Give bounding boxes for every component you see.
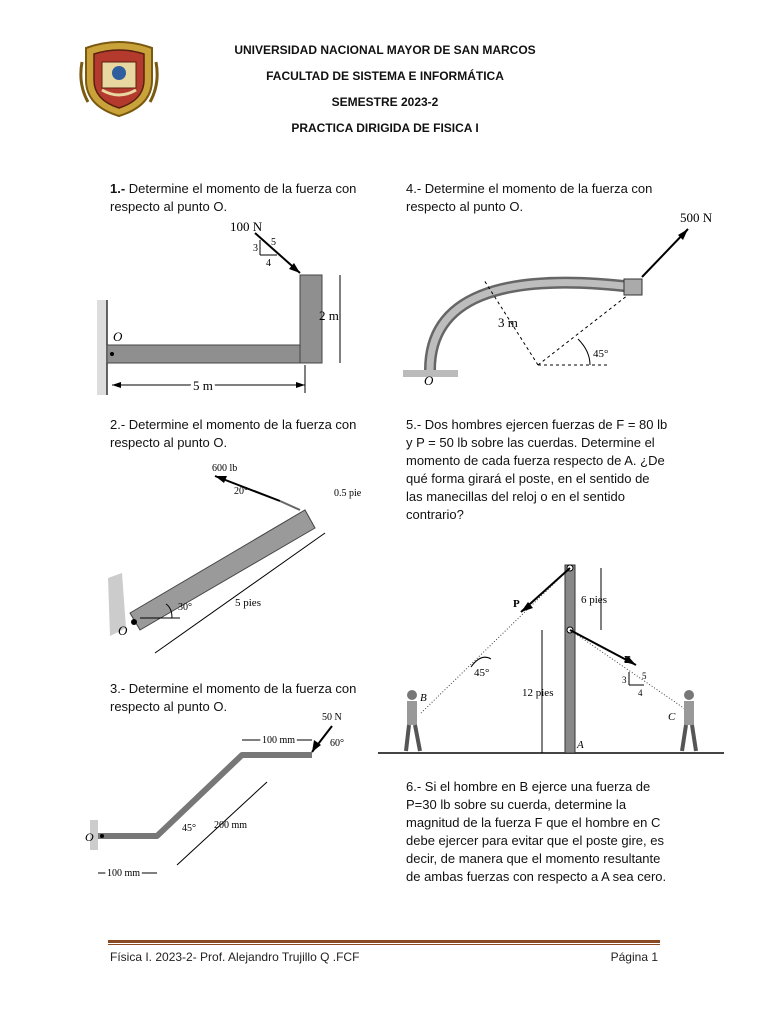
man-c-figure bbox=[682, 690, 696, 751]
footer-divider-thin bbox=[108, 944, 660, 945]
fig3-force-label: 50 N bbox=[322, 712, 342, 723]
figure-3-bent-rod bbox=[82, 710, 372, 885]
fig4-radius-label: 3 m bbox=[498, 315, 518, 330]
fig1-force-label: 100 N bbox=[230, 219, 263, 234]
fig1-point-o: O bbox=[113, 329, 123, 344]
fig3-angle: 45° bbox=[182, 823, 196, 834]
figure-1-bracket bbox=[95, 215, 375, 400]
man-b-figure bbox=[406, 690, 420, 751]
footer-page-number: Página 1 bbox=[610, 950, 658, 964]
fig1-slope-5: 5 bbox=[271, 237, 276, 248]
practice-title: PRACTICA DIRIGIDA DE FISICA I bbox=[291, 121, 479, 135]
fig2-offset-label: 0.5 pie bbox=[334, 488, 362, 499]
fig5-c-label: C bbox=[668, 711, 676, 723]
fig5-slope-4: 4 bbox=[638, 688, 643, 698]
fig3-bottom-dimension: 100 mm bbox=[107, 868, 141, 879]
fig1-slope-3: 3 bbox=[253, 243, 258, 254]
university-name: UNIVERSIDAD NACIONAL MAYOR DE SAN MARCOS bbox=[234, 43, 536, 57]
fig3-force-angle: 60° bbox=[330, 738, 344, 749]
fig4-force-label: 500 N bbox=[680, 210, 713, 225]
problem-1-number: 1.- bbox=[110, 181, 126, 196]
fig5-top-dimension: 6 pies bbox=[581, 594, 607, 606]
problem-2: 2.- Determine el momento de la fuerza con respecto al punto O. bbox=[110, 417, 357, 450]
footer-course-info: Física I. 2023-2- Prof. Alejandro Trujillo Q .FCF bbox=[110, 950, 360, 964]
figure-4-curved-bar bbox=[398, 205, 718, 390]
fig2-length-label: 5 pies bbox=[235, 597, 261, 609]
university-crest-logo bbox=[78, 40, 160, 118]
problem-1 bbox=[110, 180, 370, 216]
fig5-b-label: B bbox=[420, 692, 427, 704]
fig3-top-dimension: 100 mm bbox=[262, 735, 296, 746]
fig2-force-label: 600 lb bbox=[212, 463, 238, 474]
fig5-a-label: A bbox=[577, 739, 584, 751]
problem-3: 3.- Determine el momento de la fuerza con respecto al punto O. bbox=[110, 681, 357, 714]
document-header bbox=[170, 42, 600, 146]
fig5-slope-3: 3 bbox=[622, 675, 627, 685]
fig3-diagonal-dimension: 200 mm bbox=[214, 820, 248, 831]
figure-2-inclined-bar bbox=[100, 458, 372, 663]
fig1-slope-4: 4 bbox=[266, 258, 271, 269]
fig4-point-o: O bbox=[424, 373, 434, 388]
problem-6: 6.- Si el hombre en B ejerce una fuerza de P=30 lb sobre su cuerda, determine la magnitud de la fuerza F que el hombre en C debe ejercer para evitar que el poste gire, es decir, de manera que el momento resultante de ambas fuerzas con respecto a A sea cero. bbox=[406, 779, 667, 884]
fig5-angle-label: 45° bbox=[474, 667, 490, 679]
fig2-base-angle: 30° bbox=[178, 602, 192, 613]
fig1-height-label: 2 m bbox=[319, 308, 339, 323]
figure-5-pole-ropes bbox=[376, 555, 726, 760]
fig5-f-label: F bbox=[624, 654, 631, 666]
fig5-slope-5: 5 bbox=[642, 671, 647, 681]
fig5-height-dimension: 12 pies bbox=[522, 687, 554, 699]
faculty-name: FACULTAD DE SISTEMA E INFORMÁTICA bbox=[266, 69, 504, 83]
fig4-angle-label: 45° bbox=[593, 348, 609, 360]
fig2-point-o: O bbox=[118, 623, 128, 638]
footer-divider bbox=[108, 940, 660, 943]
problem-5: 5.- Dos hombres ejercen fuerzas de F = 80 lb y P = 50 lb sobre las cuerdas. Determine el momento de cada fuerza respecto de A. ¿De qué forma girará el poste, en el sentido de las manecillas del reloj o en el sentido contrario? bbox=[406, 417, 668, 522]
problem-4: 4.- Determine el momento de la fuerza con respecto al punto O. bbox=[406, 181, 653, 214]
fig1-width-label: 5 m bbox=[193, 378, 213, 393]
fig2-force-angle: 20° bbox=[234, 486, 248, 497]
problem-1-text: Determine el momento de la fuerza con respecto al punto O. bbox=[110, 181, 357, 214]
fig3-point-o: O bbox=[85, 830, 94, 844]
fig5-p-label: P bbox=[513, 598, 520, 610]
semester: SEMESTRE 2023-2 bbox=[331, 95, 439, 109]
